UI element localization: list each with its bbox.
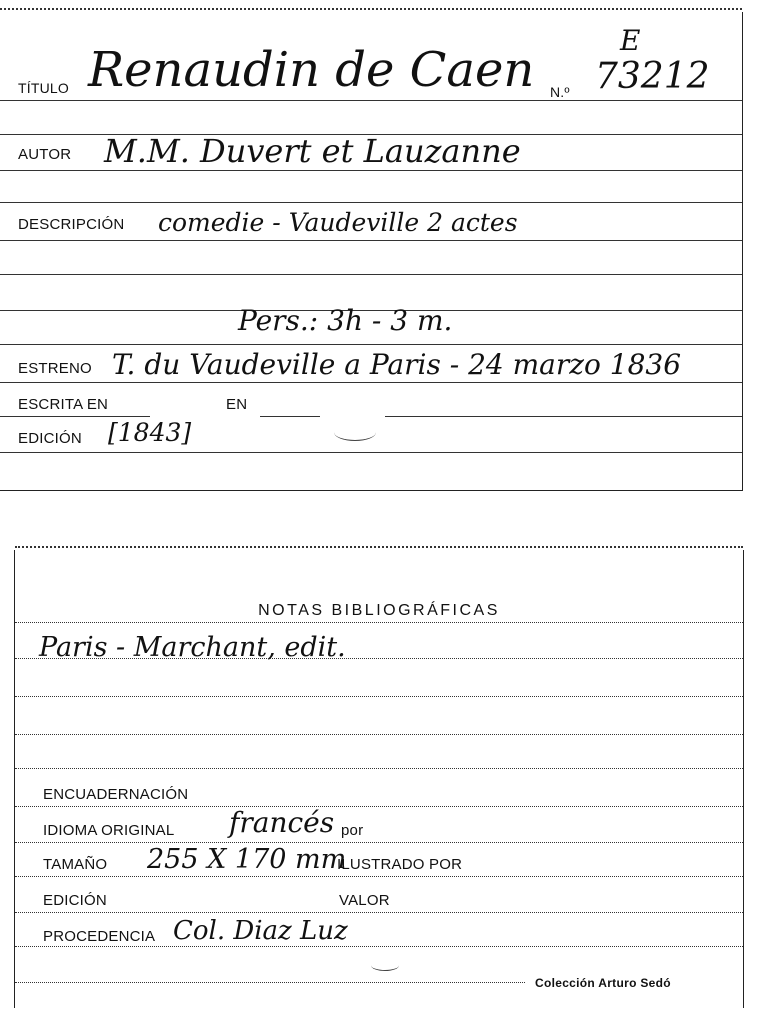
notas-rule-1 xyxy=(15,622,743,623)
personajes-value: Pers.: 3h - 3 m. xyxy=(238,304,453,337)
valor-label: VALOR xyxy=(339,892,390,909)
blank-rule-2 xyxy=(0,202,742,203)
ink-mark xyxy=(371,960,399,971)
catalog-card-back xyxy=(14,550,744,1008)
escrita-rule-1 xyxy=(0,416,150,417)
titulo-rule xyxy=(0,100,742,101)
encuadernacion-rule xyxy=(15,806,743,807)
escrita-label: ESCRITA EN xyxy=(18,396,109,413)
tamano-label: TAMAÑO xyxy=(43,856,108,873)
catalog-card-front xyxy=(0,12,743,491)
notas-heading: NOTAS BIBLIOGRÁFICAS xyxy=(258,602,500,619)
encuadernacion-label: ENCUADERNACIÓN xyxy=(43,786,189,803)
ink-mark xyxy=(334,424,376,441)
blank-rule-3 xyxy=(0,274,742,275)
edicion-rule xyxy=(15,912,743,913)
notas-rule-4 xyxy=(15,734,743,735)
descripcion-rule xyxy=(0,240,742,241)
card-top-edge xyxy=(0,8,742,18)
procedencia-label: PROCEDENCIA xyxy=(43,928,156,945)
bottom-rule xyxy=(15,982,525,983)
edicion-value: [1843] xyxy=(108,418,192,447)
escrita-en-label: EN xyxy=(226,396,248,413)
descripcion-value: comedie - Vaudeville 2 actes xyxy=(158,208,518,237)
notas-rule-3 xyxy=(15,696,743,697)
escrita-rule-2 xyxy=(260,416,320,417)
idioma-label: IDIOMA ORIGINAL xyxy=(43,822,175,839)
idioma-value: francés xyxy=(229,806,335,839)
tamano-value: 255 X 170 mm xyxy=(147,844,347,875)
estreno-rule xyxy=(0,382,742,383)
numero-label: N.º xyxy=(550,84,570,100)
titulo-value: Renaudin de Caen xyxy=(88,42,535,98)
estreno-value: T. du Vaudeville a Paris - 24 marzo 1836 xyxy=(112,348,682,381)
corner-letter: E xyxy=(620,24,641,57)
coleccion-footer: Colección Arturo Sedó xyxy=(535,976,671,990)
back-edicion-label: EDICIÓN xyxy=(43,892,107,909)
estreno-label: ESTRENO xyxy=(18,360,92,377)
ilustrado-label: ILUSTRADO POR xyxy=(337,856,463,873)
procedencia-rule xyxy=(15,946,743,947)
tamano-rule xyxy=(15,876,743,877)
procedencia-value: Col. Diaz Luz xyxy=(173,916,348,946)
personajes-rule xyxy=(0,344,742,345)
card-top-edge xyxy=(15,546,743,556)
edicion-label: EDICIÓN xyxy=(18,430,82,447)
descripcion-label: DESCRIPCIÓN xyxy=(18,216,125,233)
por-label: por xyxy=(341,822,364,839)
escrita-rule-3 xyxy=(385,416,742,417)
autor-value: M.M. Duvert et Lauzanne xyxy=(104,132,521,170)
notas-rule-2 xyxy=(15,658,743,659)
autor-label: AUTOR xyxy=(18,146,72,163)
notas-value: Paris - Marchant, edit. xyxy=(39,632,346,663)
idioma-rule xyxy=(15,842,743,843)
edicion-rule xyxy=(0,452,742,453)
autor-rule xyxy=(0,170,742,171)
titulo-label: TÍTULO xyxy=(18,80,69,96)
notas-rule-5 xyxy=(15,768,743,769)
numero-value: 73212 xyxy=(595,56,710,97)
